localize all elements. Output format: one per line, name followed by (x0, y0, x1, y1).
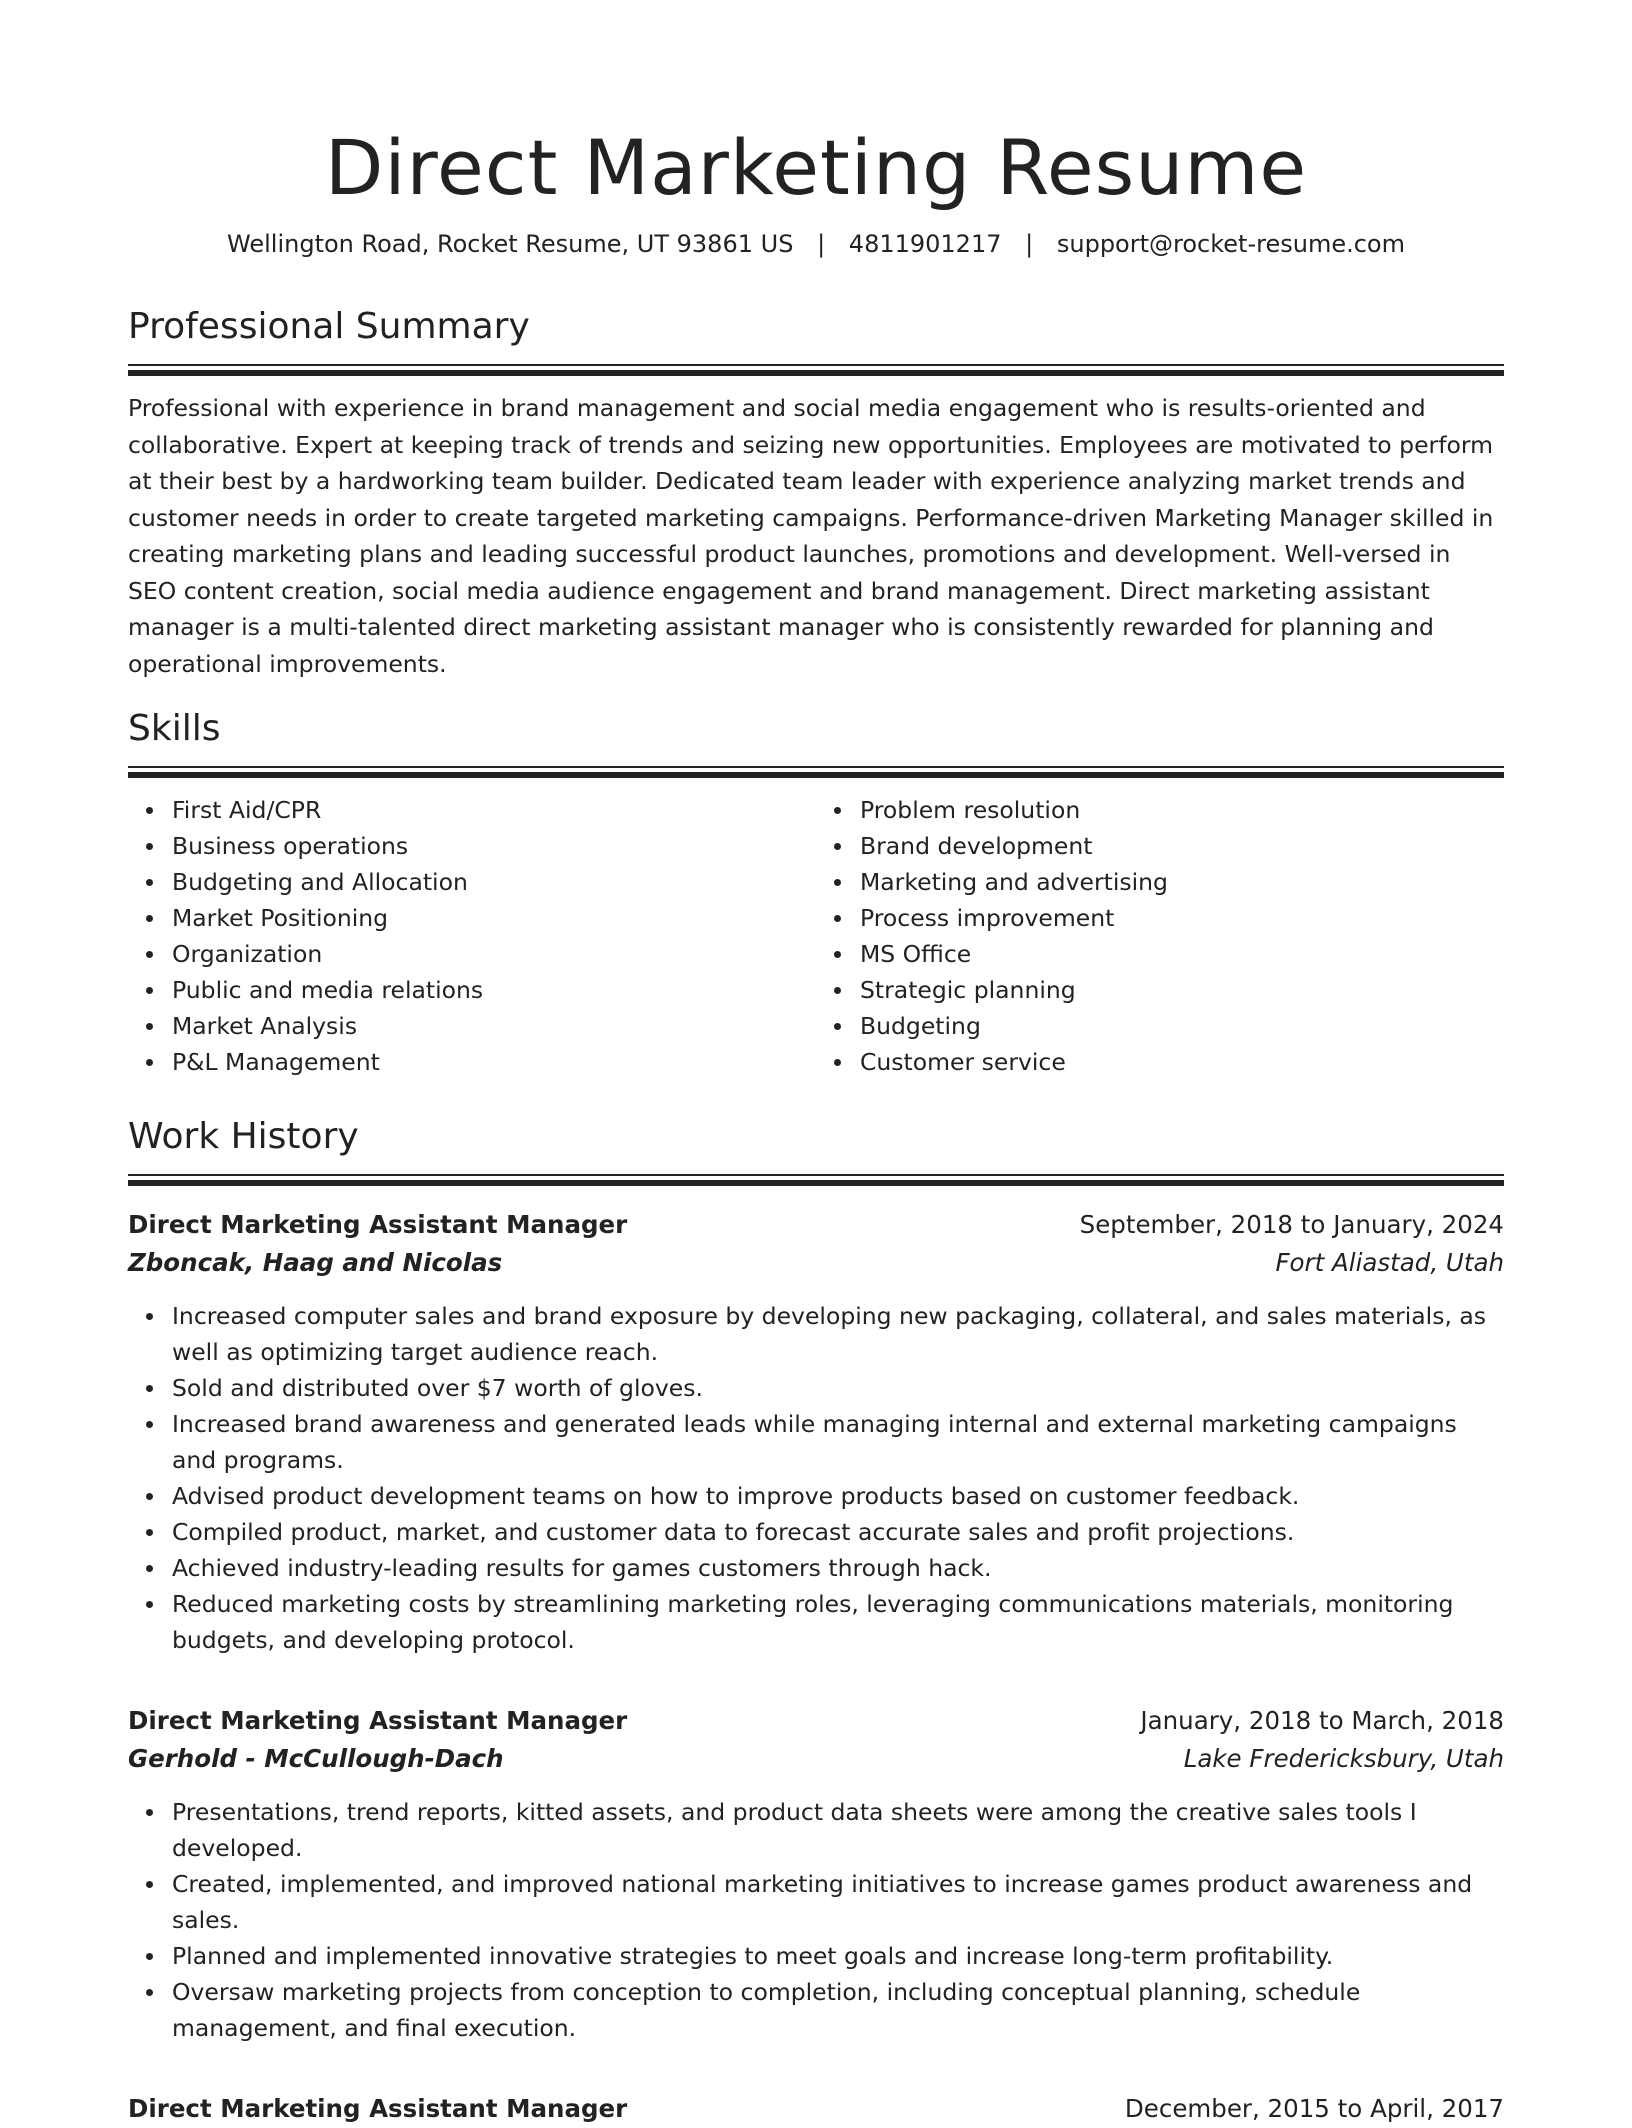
job-bullet: Increased computer sales and brand exposure by developing new packaging, collateral, and sales materials, as well as optimizing target audience reach. (172, 1298, 1504, 1370)
resume-name: Direct Marketing Resume (324, 123, 1308, 212)
section-divider (128, 364, 1504, 376)
job-bullet: Sold and distributed over $7 worth of gloves. (172, 1370, 1504, 1406)
job-title: Direct Marketing Assistant Manager (128, 2094, 628, 2123)
work-history-section (128, 1114, 1504, 2128)
job-dates: January, 2018 to March, 2018 (1140, 1706, 1504, 1735)
skill-item: Public and media relations (172, 972, 816, 1008)
contact-address: Wellington Road, Rocket Resume, UT 93861 US (227, 230, 794, 258)
job-bullet: Presentations, trend reports, kitted assets, and product data sheets were among the creative sales tools I developed. (172, 1794, 1504, 1866)
skills-heading: Skills (128, 708, 221, 749)
skill-item: Market Analysis (172, 1008, 816, 1044)
job-location: Lake Fredericksbury, Utah (1183, 1744, 1504, 1773)
job-bullet: Created, implemented, and improved national marketing initiatives to increase games product awareness and sales. (172, 1866, 1504, 1938)
job-company: Gerhold - McCullough-Dach (128, 1744, 504, 1773)
work-history-heading: Work History (128, 1116, 359, 1157)
job-bullet: Advised product development teams on how to improve products based on customer feedback. (172, 1478, 1504, 1514)
contact-line (128, 228, 1504, 260)
skill-item: Market Positioning (172, 900, 816, 936)
job-header-row (128, 2090, 1504, 2128)
job-entry (128, 1702, 1504, 2046)
job-bullets (128, 1298, 1504, 1658)
skill-item: Marketing and advertising (860, 864, 1504, 900)
job-header-row (128, 1702, 1504, 1740)
job-bullet: Increased brand awareness and generated leads while managing internal and external marketing campaigns and programs. (172, 1406, 1504, 1478)
skill-item: Problem resolution (860, 792, 1504, 828)
skill-item: Strategic planning (860, 972, 1504, 1008)
section-divider (128, 1174, 1504, 1186)
skill-item: Customer service (860, 1044, 1504, 1080)
job-location: Fort Aliastad, Utah (1275, 1248, 1504, 1277)
skill-item: Budgeting (860, 1008, 1504, 1044)
section-divider (128, 766, 1504, 778)
summary-section (128, 304, 1504, 682)
job-bullet: Achieved industry-leading results for games customers through hack. (172, 1550, 1504, 1586)
skills-column-left (128, 792, 816, 1080)
job-title: Direct Marketing Assistant Manager (128, 1210, 628, 1239)
contact-phone: 4811901217 (848, 230, 1002, 258)
skills-column-right (816, 792, 1504, 1080)
skills-grid (128, 792, 1504, 1080)
skill-item: First Aid/CPR (172, 792, 816, 828)
job-dates: December, 2015 to April, 2017 (1124, 2094, 1504, 2123)
job-title: Direct Marketing Assistant Manager (128, 1706, 628, 1735)
job-entry (128, 1206, 1504, 1658)
skill-item: Process improvement (860, 900, 1504, 936)
job-dates: September, 2018 to January, 2024 (1079, 1210, 1504, 1239)
contact-email: support@rocket-resume.com (1056, 230, 1405, 258)
job-company: Zboncak, Haag and Nicolas (128, 1248, 503, 1277)
resume-page (128, 0, 1504, 2128)
job-header-row (128, 1206, 1504, 1244)
job-bullet: Oversaw marketing projects from conception to completion, including conceptual planning, schedule management, and final execution. (172, 1974, 1504, 2046)
skill-item: Organization (172, 936, 816, 972)
job-subheader-row (128, 1244, 1504, 1282)
job-bullets (128, 1794, 1504, 2046)
job-bullet: Compiled product, market, and customer data to forecast accurate sales and profit projections. (172, 1514, 1504, 1550)
skill-item: Brand development (860, 828, 1504, 864)
job-subheader-row (128, 1740, 1504, 1778)
contact-separator: | (817, 230, 826, 258)
summary-text: Professional with experience in brand management and social media engagement who is results-oriented and collaborative. Expert at keeping track of trends and seizing new opportunities. Employees are motivated to perform at their best by a hardworking team builder. Dedicated team leader with experience analyzing market trends and customer needs in order to create targeted marketing campaigns. Performance-driven Marketing Manager skilled in creating marketing plans and leading successful product launches, promotions and development. Well-versed in SEO content creation, social media audience engagement and brand management. Direct marketing assistant manager is a multi-talented direct marketing assistant manager who is consistently rewarded for planning and operational improvements. (128, 394, 1494, 678)
job-entry (128, 2090, 1504, 2128)
job-bullet: Reduced marketing costs by streamlining marketing roles, leveraging communications materials, monitoring budgets, and developing protocol. (172, 1586, 1504, 1658)
contact-separator: | (1025, 230, 1034, 258)
skill-item: MS Office (860, 936, 1504, 972)
skill-item: Business operations (172, 828, 816, 864)
skills-section (128, 706, 1504, 1080)
job-bullet: Planned and implemented innovative strategies to meet goals and increase long-term profitability. (172, 1938, 1504, 1974)
skill-item: P&L Management (172, 1044, 816, 1080)
skill-item: Budgeting and Allocation (172, 864, 816, 900)
summary-heading: Professional Summary (128, 306, 530, 347)
